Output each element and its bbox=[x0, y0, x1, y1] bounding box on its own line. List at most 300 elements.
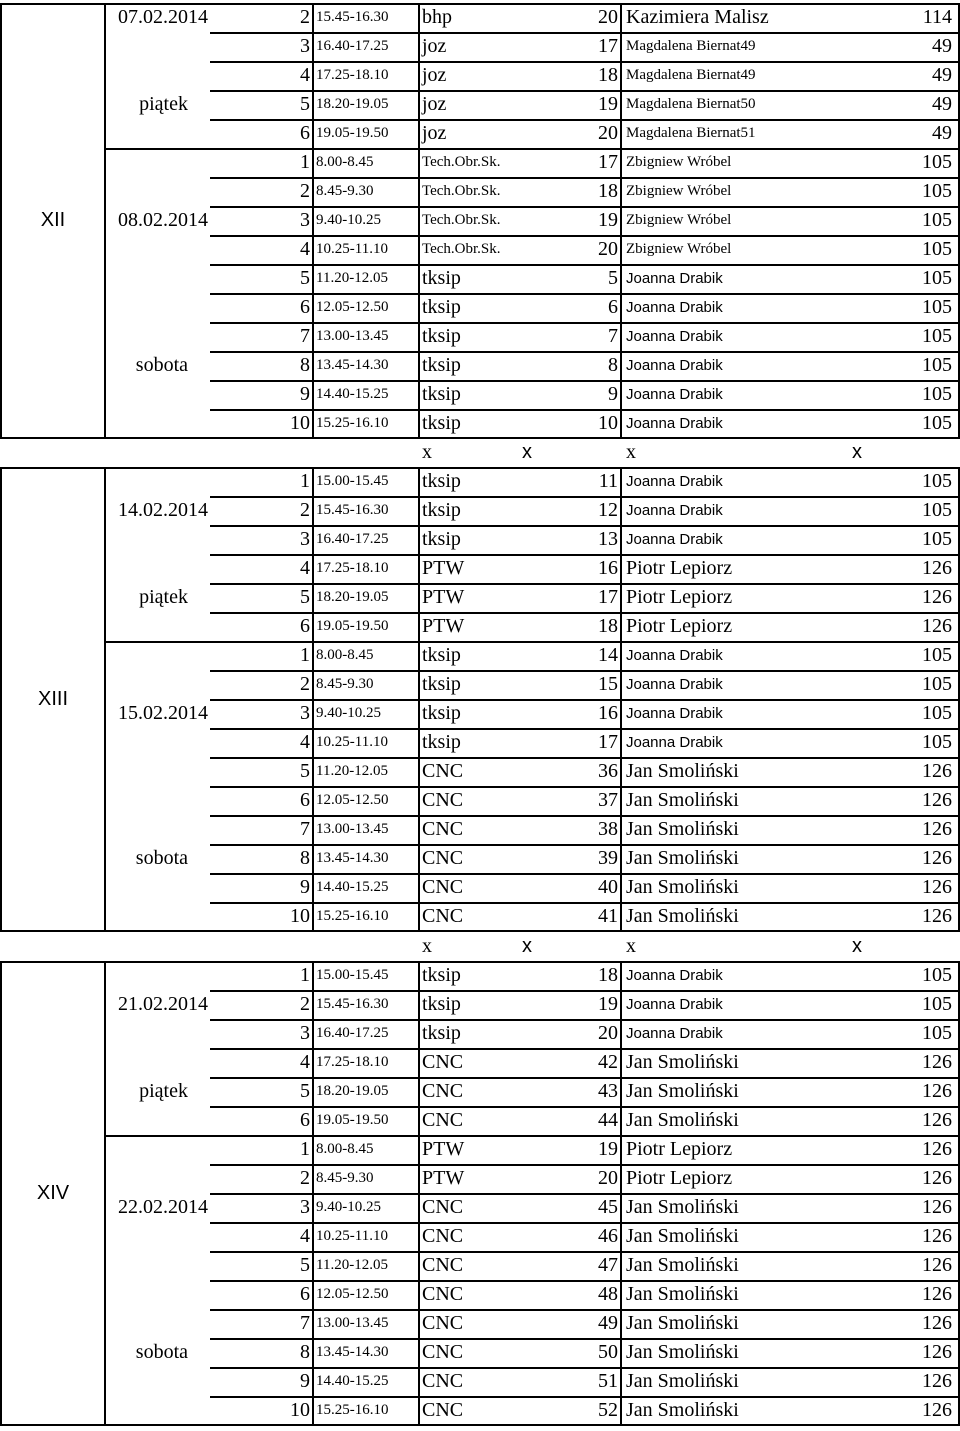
room-number: 126 bbox=[922, 1196, 952, 1218]
lesson-number: 38 bbox=[598, 818, 618, 840]
lesson-number: 12 bbox=[598, 499, 618, 521]
subject: tksip bbox=[422, 644, 461, 666]
period-number: 2 bbox=[300, 1167, 310, 1189]
lesson-number: 45 bbox=[598, 1196, 618, 1218]
period-time: 15.25-16.10 bbox=[316, 415, 389, 431]
day-date: 15.02.2014 bbox=[118, 702, 208, 724]
period-number: 1 bbox=[300, 644, 310, 666]
period-number: 3 bbox=[300, 528, 310, 550]
room-number: 126 bbox=[922, 1080, 952, 1102]
subject: PTW bbox=[422, 1138, 465, 1160]
subject: CNC bbox=[422, 1254, 464, 1276]
lesson-number: 19 bbox=[598, 209, 618, 231]
room-number: 105 bbox=[922, 731, 952, 753]
subject: tksip bbox=[422, 470, 461, 492]
subject: CNC bbox=[422, 1312, 464, 1334]
subject: joz bbox=[422, 93, 447, 115]
lesson-number: 20 bbox=[598, 1022, 618, 1044]
block-label: XII bbox=[40, 209, 66, 231]
period-number: 2 bbox=[300, 673, 310, 695]
subject: Tech.Obr.Sk. bbox=[422, 154, 501, 170]
lesson-number: 46 bbox=[598, 1225, 618, 1247]
subject: CNC bbox=[422, 905, 464, 927]
subject: tksip bbox=[422, 499, 461, 521]
period-time: 12.05-12.50 bbox=[316, 299, 389, 315]
subject: bhp bbox=[422, 6, 452, 28]
room-number: 49 bbox=[932, 122, 952, 144]
block-left-border bbox=[0, 3, 2, 439]
period-number: 10 bbox=[290, 905, 310, 927]
day-date: 14.02.2014 bbox=[118, 499, 208, 521]
room-number: 105 bbox=[922, 354, 952, 376]
period-number: 2 bbox=[300, 993, 310, 1015]
period-number: 10 bbox=[290, 1399, 310, 1421]
subject: tksip bbox=[422, 993, 461, 1015]
block-top-border bbox=[0, 467, 960, 469]
period-number: 4 bbox=[300, 1225, 310, 1247]
period-time: 18.20-19.05 bbox=[316, 96, 389, 112]
period-number: 9 bbox=[300, 1370, 310, 1392]
teacher-name: Piotr Lepiorz bbox=[626, 586, 733, 608]
room-number: 105 bbox=[922, 964, 952, 986]
room-number: 49 bbox=[932, 64, 952, 86]
period-number: 5 bbox=[300, 1254, 310, 1276]
lesson-number: 8 bbox=[608, 354, 618, 376]
period-time: 16.40-17.25 bbox=[316, 38, 389, 54]
lesson-number: 17 bbox=[598, 586, 618, 608]
lesson-number: 17 bbox=[598, 35, 618, 57]
period-time: 15.00-15.45 bbox=[316, 473, 389, 489]
block-bottom-border bbox=[0, 1424, 960, 1426]
subject: tksip bbox=[422, 702, 461, 724]
lesson-number: 9 bbox=[608, 383, 618, 405]
teacher-name: Jan Smoliński bbox=[626, 1341, 739, 1363]
period-number: 5 bbox=[300, 93, 310, 115]
subject: tksip bbox=[422, 731, 461, 753]
room-number: 126 bbox=[922, 1283, 952, 1305]
period-number: 4 bbox=[300, 238, 310, 260]
lesson-number: 44 bbox=[598, 1109, 618, 1131]
teacher-name: Jan Smoliński bbox=[626, 1080, 739, 1102]
day-date: 07.02.2014 bbox=[118, 6, 208, 28]
lesson-number: 20 bbox=[598, 238, 618, 260]
teacher-name: Joanna Drabik bbox=[626, 531, 723, 548]
period-time: 17.25-18.10 bbox=[316, 67, 389, 83]
lesson-number: 37 bbox=[598, 789, 618, 811]
teacher-name: Zbigniew Wróbel bbox=[626, 241, 732, 257]
teacher-name: Piotr Lepiorz bbox=[626, 1138, 733, 1160]
room-number: 105 bbox=[922, 412, 952, 434]
period-number: 4 bbox=[300, 64, 310, 86]
lesson-number: 6 bbox=[608, 296, 618, 318]
period-time: 12.05-12.50 bbox=[316, 1286, 389, 1302]
room-number: 105 bbox=[922, 180, 952, 202]
subject: Tech.Obr.Sk. bbox=[422, 241, 501, 257]
period-number: 6 bbox=[300, 122, 310, 144]
room-number: 105 bbox=[922, 499, 952, 521]
teacher-name: Joanna Drabik bbox=[626, 676, 723, 693]
room-number: 126 bbox=[922, 1370, 952, 1392]
teacher-name: Jan Smoliński bbox=[626, 1254, 739, 1276]
room-number: 105 bbox=[922, 325, 952, 347]
lesson-number: 10 bbox=[598, 412, 618, 434]
period-number: 7 bbox=[300, 818, 310, 840]
subject: CNC bbox=[422, 1051, 464, 1073]
teacher-name: Magdalena Biernat49 bbox=[626, 38, 756, 54]
teacher-name: Joanna Drabik bbox=[626, 415, 723, 432]
label-column-divider bbox=[104, 3, 106, 439]
lesson-number: 50 bbox=[598, 1341, 618, 1363]
period-time: 19.05-19.50 bbox=[316, 125, 389, 141]
period-time: 12.05-12.50 bbox=[316, 792, 389, 808]
period-number: 6 bbox=[300, 1109, 310, 1131]
subject: PTW bbox=[422, 615, 465, 637]
teacher-name: Jan Smoliński bbox=[626, 789, 739, 811]
lesson-number: 51 bbox=[598, 1370, 618, 1392]
period-number: 8 bbox=[300, 847, 310, 869]
lesson-number: 16 bbox=[598, 702, 618, 724]
period-number: 5 bbox=[300, 1080, 310, 1102]
teacher-name: Joanna Drabik bbox=[626, 647, 723, 664]
label-column-divider bbox=[104, 961, 106, 1426]
period-time: 13.45-14.30 bbox=[316, 850, 389, 866]
lesson-number: 14 bbox=[598, 644, 618, 666]
teacher-name: Joanna Drabik bbox=[626, 473, 723, 490]
period-time: 19.05-19.50 bbox=[316, 618, 389, 634]
teacher-name: Jan Smoliński bbox=[626, 1225, 739, 1247]
subject: CNC bbox=[422, 1196, 464, 1218]
period-number: 6 bbox=[300, 1283, 310, 1305]
lesson-number: 18 bbox=[598, 964, 618, 986]
room-number: 126 bbox=[922, 1312, 952, 1334]
day-date: 08.02.2014 bbox=[118, 209, 208, 231]
room-number: 105 bbox=[922, 673, 952, 695]
period-time: 9.40-10.25 bbox=[316, 705, 381, 721]
teacher-name: Joanna Drabik bbox=[626, 328, 723, 345]
room-number: 105 bbox=[922, 296, 952, 318]
lesson-number: 13 bbox=[598, 528, 618, 550]
lesson-number: 17 bbox=[598, 731, 618, 753]
period-time: 16.40-17.25 bbox=[316, 531, 389, 547]
teacher-name: Piotr Lepiorz bbox=[626, 1167, 733, 1189]
period-time: 15.25-16.10 bbox=[316, 908, 389, 924]
period-number: 3 bbox=[300, 209, 310, 231]
room-number: 105 bbox=[922, 209, 952, 231]
room-number: 105 bbox=[922, 238, 952, 260]
teacher-name: Magdalena Biernat51 bbox=[626, 125, 756, 141]
period-number: 3 bbox=[300, 1022, 310, 1044]
teacher-name: Jan Smoliński bbox=[626, 1051, 739, 1073]
period-number: 1 bbox=[300, 151, 310, 173]
separator-mark: x bbox=[522, 441, 532, 463]
room-number: 126 bbox=[922, 818, 952, 840]
separator-mark: x bbox=[626, 935, 636, 957]
room-number: 105 bbox=[922, 383, 952, 405]
day-weekday: piątek bbox=[139, 93, 188, 115]
period-time: 16.40-17.25 bbox=[316, 1025, 389, 1041]
room-number: 126 bbox=[922, 1138, 952, 1160]
lesson-number: 52 bbox=[598, 1399, 618, 1421]
period-time: 8.45-9.30 bbox=[316, 676, 374, 692]
room-number: 126 bbox=[922, 586, 952, 608]
room-number: 126 bbox=[922, 557, 952, 579]
room-number: 126 bbox=[922, 847, 952, 869]
teacher-name: Joanna Drabik bbox=[626, 299, 723, 316]
period-time: 15.25-16.10 bbox=[316, 1402, 389, 1418]
period-number: 8 bbox=[300, 354, 310, 376]
period-time: 11.20-12.05 bbox=[316, 270, 388, 286]
subject: tksip bbox=[422, 412, 461, 434]
lesson-number: 20 bbox=[598, 122, 618, 144]
teacher-name: Jan Smoliński bbox=[626, 818, 739, 840]
block-bottom-border bbox=[0, 930, 960, 932]
teacher-name: Magdalena Biernat50 bbox=[626, 96, 756, 112]
room-number: 49 bbox=[932, 35, 952, 57]
period-number: 1 bbox=[300, 470, 310, 492]
day-weekday: piątek bbox=[139, 586, 188, 608]
teacher-name: Zbigniew Wróbel bbox=[626, 183, 732, 199]
room-number: 105 bbox=[922, 470, 952, 492]
teacher-name: Jan Smoliński bbox=[626, 847, 739, 869]
teacher-name: Jan Smoliński bbox=[626, 1283, 739, 1305]
day-date: 22.02.2014 bbox=[118, 1196, 208, 1218]
subject: CNC bbox=[422, 1225, 464, 1247]
teacher-name: Joanna Drabik bbox=[626, 967, 723, 984]
room-number: 126 bbox=[922, 1109, 952, 1131]
subject: joz bbox=[422, 122, 447, 144]
subject: PTW bbox=[422, 1167, 465, 1189]
period-number: 3 bbox=[300, 35, 310, 57]
teacher-name: Joanna Drabik bbox=[626, 357, 723, 374]
period-number: 4 bbox=[300, 1051, 310, 1073]
teacher-name: Joanna Drabik bbox=[626, 386, 723, 403]
teacher-name: Joanna Drabik bbox=[626, 734, 723, 751]
subject: tksip bbox=[422, 1022, 461, 1044]
lesson-number: 20 bbox=[598, 6, 618, 28]
period-time: 13.45-14.30 bbox=[316, 357, 389, 373]
period-number: 6 bbox=[300, 789, 310, 811]
time-column-divider bbox=[312, 3, 314, 439]
period-time: 10.25-11.10 bbox=[316, 734, 388, 750]
period-time: 15.00-15.45 bbox=[316, 967, 389, 983]
period-number: 6 bbox=[300, 296, 310, 318]
teacher-name: Jan Smoliński bbox=[626, 1370, 739, 1392]
subject: joz bbox=[422, 64, 447, 86]
lesson-number: 42 bbox=[598, 1051, 618, 1073]
teacher-name: Joanna Drabik bbox=[626, 1025, 723, 1042]
separator-mark: x bbox=[852, 935, 862, 957]
teacher-name: Jan Smoliński bbox=[626, 876, 739, 898]
period-time: 8.00-8.45 bbox=[316, 647, 374, 663]
room-number: 105 bbox=[922, 993, 952, 1015]
subject: tksip bbox=[422, 325, 461, 347]
lesson-number: 41 bbox=[598, 905, 618, 927]
separator-mark: x bbox=[422, 935, 432, 957]
lesson-number: 17 bbox=[598, 151, 618, 173]
period-time: 8.00-8.45 bbox=[316, 154, 374, 170]
subject: CNC bbox=[422, 1370, 464, 1392]
period-time: 9.40-10.25 bbox=[316, 1199, 381, 1215]
room-number: 126 bbox=[922, 905, 952, 927]
day-weekday: piątek bbox=[139, 1080, 188, 1102]
teacher-name: Jan Smoliński bbox=[626, 1312, 739, 1334]
room-number: 126 bbox=[922, 876, 952, 898]
room-number: 105 bbox=[922, 1022, 952, 1044]
separator-mark: x bbox=[852, 441, 862, 463]
room-number: 126 bbox=[922, 1254, 952, 1276]
block-label: XIV bbox=[36, 1182, 70, 1204]
subject: PTW bbox=[422, 557, 465, 579]
subject: tksip bbox=[422, 528, 461, 550]
period-time: 19.05-19.50 bbox=[316, 1112, 389, 1128]
room-number: 126 bbox=[922, 1399, 952, 1421]
subject: tksip bbox=[422, 354, 461, 376]
room-number: 105 bbox=[922, 702, 952, 724]
subject: tksip bbox=[422, 673, 461, 695]
lesson-number: 19 bbox=[598, 1138, 618, 1160]
period-number: 1 bbox=[300, 964, 310, 986]
teacher-name: Joanna Drabik bbox=[626, 705, 723, 722]
lesson-number: 43 bbox=[598, 1080, 618, 1102]
room-number: 126 bbox=[922, 1051, 952, 1073]
block-bottom-border bbox=[0, 437, 960, 439]
subject: CNC bbox=[422, 1109, 464, 1131]
room-number: 126 bbox=[922, 1341, 952, 1363]
lesson-number: 48 bbox=[598, 1283, 618, 1305]
room-number: 49 bbox=[932, 93, 952, 115]
lesson-number: 5 bbox=[608, 267, 618, 289]
subject-column-divider bbox=[418, 3, 420, 439]
block-left-border bbox=[0, 961, 2, 1426]
period-number: 5 bbox=[300, 267, 310, 289]
period-time: 14.40-15.25 bbox=[316, 1373, 389, 1389]
day-weekday: sobota bbox=[135, 847, 188, 869]
lesson-number: 36 bbox=[598, 760, 618, 782]
period-number: 10 bbox=[290, 412, 310, 434]
teacher-name: Jan Smoliński bbox=[626, 1196, 739, 1218]
teacher-name: Magdalena Biernat49 bbox=[626, 67, 756, 83]
teacher-name: Piotr Lepiorz bbox=[626, 557, 733, 579]
teacher-name: Jan Smoliński bbox=[626, 760, 739, 782]
period-time: 13.00-13.45 bbox=[316, 1315, 389, 1331]
lesson-number: 39 bbox=[598, 847, 618, 869]
lesson-number: 40 bbox=[598, 876, 618, 898]
period-number: 3 bbox=[300, 702, 310, 724]
subject: tksip bbox=[422, 267, 461, 289]
period-time: 14.40-15.25 bbox=[316, 879, 389, 895]
period-number: 1 bbox=[300, 1138, 310, 1160]
period-time: 17.25-18.10 bbox=[316, 560, 389, 576]
period-time: 8.45-9.30 bbox=[316, 183, 374, 199]
subject: joz bbox=[422, 35, 447, 57]
lesson-number: 47 bbox=[598, 1254, 618, 1276]
subject: tksip bbox=[422, 383, 461, 405]
period-number: 2 bbox=[300, 499, 310, 521]
block-left-border bbox=[0, 467, 2, 932]
period-time: 13.00-13.45 bbox=[316, 821, 389, 837]
subject: CNC bbox=[422, 760, 464, 782]
subject: tksip bbox=[422, 296, 461, 318]
period-time: 10.25-11.10 bbox=[316, 1228, 388, 1244]
lesson-number: 7 bbox=[608, 325, 618, 347]
period-number: 2 bbox=[300, 6, 310, 28]
lesson-number: 16 bbox=[598, 557, 618, 579]
separator-mark: x bbox=[422, 441, 432, 463]
period-time: 15.45-16.30 bbox=[316, 9, 389, 25]
period-number: 3 bbox=[300, 1196, 310, 1218]
lesson-number: 18 bbox=[598, 615, 618, 637]
separator-mark: x bbox=[626, 441, 636, 463]
period-time: 8.45-9.30 bbox=[316, 1170, 374, 1186]
subject: CNC bbox=[422, 818, 464, 840]
period-time: 8.00-8.45 bbox=[316, 1141, 374, 1157]
teacher-name: Joanna Drabik bbox=[626, 502, 723, 519]
period-time: 11.20-12.05 bbox=[316, 1257, 388, 1273]
day-date: 21.02.2014 bbox=[118, 993, 208, 1015]
period-number: 9 bbox=[300, 383, 310, 405]
period-number: 4 bbox=[300, 557, 310, 579]
room-number: 114 bbox=[922, 6, 952, 28]
teacher-name: Jan Smoliński bbox=[626, 1109, 739, 1131]
room-number: 105 bbox=[922, 644, 952, 666]
period-number: 8 bbox=[300, 1341, 310, 1363]
lesson-number: 19 bbox=[598, 993, 618, 1015]
subject: CNC bbox=[422, 789, 464, 811]
room-number: 105 bbox=[922, 267, 952, 289]
teacher-name: Piotr Lepiorz bbox=[626, 615, 733, 637]
subject: CNC bbox=[422, 1399, 464, 1421]
lesson-number: 20 bbox=[598, 1167, 618, 1189]
period-time: 17.25-18.10 bbox=[316, 1054, 389, 1070]
teacher-name: Zbigniew Wróbel bbox=[626, 154, 732, 170]
room-number: 126 bbox=[922, 1225, 952, 1247]
label-column-divider bbox=[104, 467, 106, 932]
teacher-column-divider bbox=[620, 3, 622, 439]
teacher-name: Kazimiera Malisz bbox=[626, 6, 769, 28]
period-time: 14.40-15.25 bbox=[316, 386, 389, 402]
room-number: 126 bbox=[922, 760, 952, 782]
lesson-number: 19 bbox=[598, 93, 618, 115]
lesson-number: 11 bbox=[598, 470, 618, 492]
day-weekday: sobota bbox=[135, 354, 188, 376]
lesson-number: 18 bbox=[598, 64, 618, 86]
room-number: 105 bbox=[922, 528, 952, 550]
period-number: 9 bbox=[300, 876, 310, 898]
period-time: 18.20-19.05 bbox=[316, 589, 389, 605]
period-time: 15.45-16.30 bbox=[316, 996, 389, 1012]
teacher-name: Joanna Drabik bbox=[626, 270, 723, 287]
period-time: 15.45-16.30 bbox=[316, 502, 389, 518]
period-time: 10.25-11.10 bbox=[316, 241, 388, 257]
lesson-number: 15 bbox=[598, 673, 618, 695]
block-label: XIII bbox=[37, 688, 68, 710]
teacher-name: Jan Smoliński bbox=[626, 905, 739, 927]
room-number: 126 bbox=[922, 1167, 952, 1189]
period-number: 5 bbox=[300, 586, 310, 608]
period-time: 9.40-10.25 bbox=[316, 212, 381, 228]
subject: CNC bbox=[422, 1080, 464, 1102]
block-top-border bbox=[0, 961, 960, 963]
subject: tksip bbox=[422, 964, 461, 986]
day-weekday: sobota bbox=[135, 1341, 188, 1363]
period-time: 13.45-14.30 bbox=[316, 1344, 389, 1360]
period-number: 7 bbox=[300, 1312, 310, 1334]
period-time: 11.20-12.05 bbox=[316, 763, 388, 779]
teacher-name: Joanna Drabik bbox=[626, 996, 723, 1013]
room-number: 126 bbox=[922, 615, 952, 637]
subject: Tech.Obr.Sk. bbox=[422, 212, 501, 228]
subject: CNC bbox=[422, 1341, 464, 1363]
